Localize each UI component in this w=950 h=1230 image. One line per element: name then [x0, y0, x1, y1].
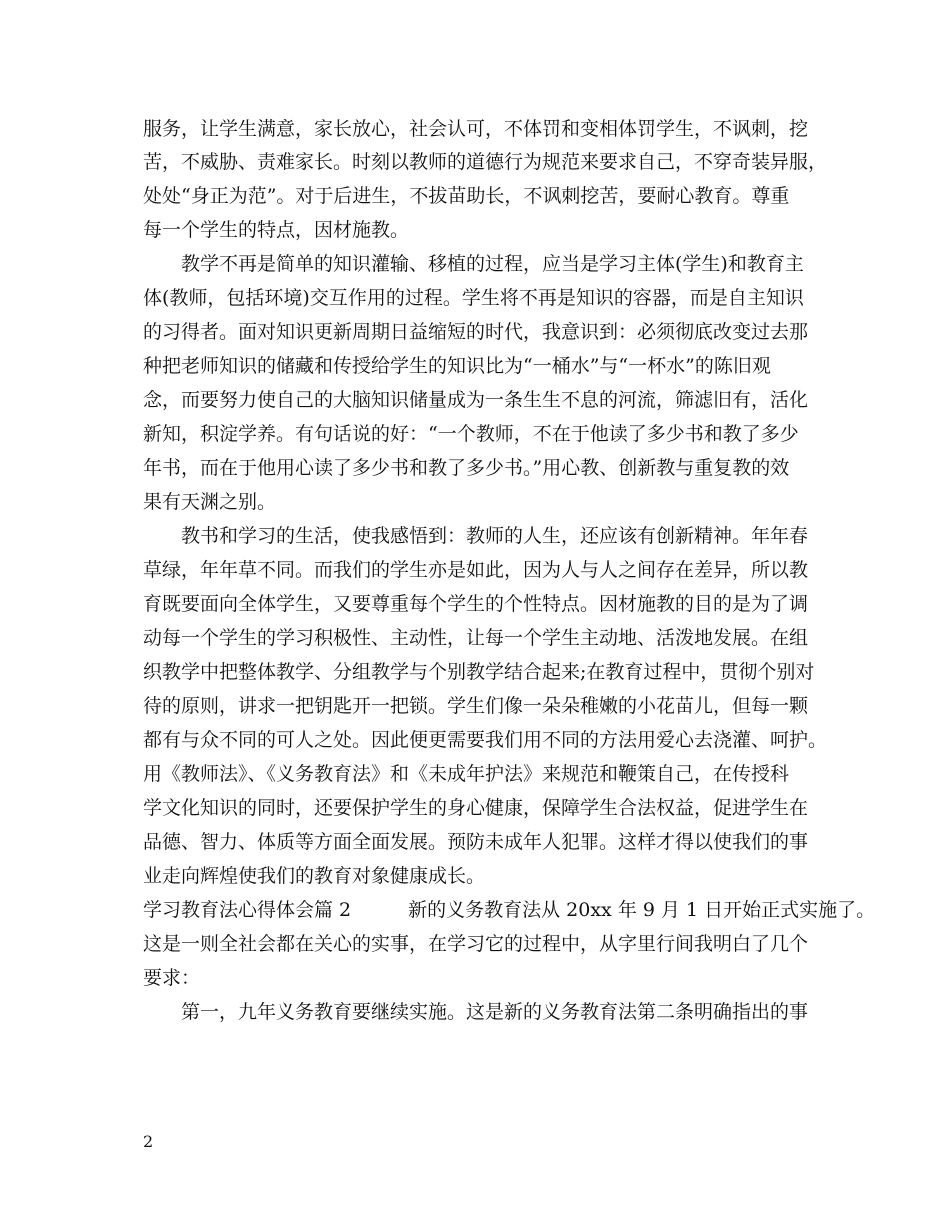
- text-line: 育既要面向全体学生，又要尊重每个学生的个性特点。因材施教的目的是为了调: [143, 593, 809, 615]
- page-number: 2: [143, 1132, 154, 1151]
- text-line: 苦，不威胁、责难家长。时刻以教师的道德行为规范来要求自己，不穿奇装异服，: [143, 151, 828, 173]
- section-heading-line: 学习教育法心得体会篇 2 新的义务教育法从 20xx 年 9 月 1 日开始正式实施了。: [143, 899, 876, 921]
- text-line: 教书和学习的生活，使我感悟到：教师的人生，还应该有创新精神。年年春: [181, 525, 809, 547]
- text-line: 要求：: [143, 967, 201, 989]
- text-line: 动每一个学生的学习积极性、主动性，让每一个学生主动地、活泼地发展。在组: [143, 627, 809, 649]
- text-line: 的习得者。面对知识更新周期日益缩短的时代，我意识到：必须彻底改变过去那: [143, 321, 809, 343]
- text-line: 都有与众不同的可人之处。因此便更需要我们用不同的方法用爱心去浇灌、呵护。: [143, 729, 828, 751]
- text-line: 织教学中把整体教学、分组教学与个别教学结合起来;在教育过程中，贯彻个别对: [143, 661, 815, 683]
- text-line: 处处“身正为范”。对于后进生，不拔苗助长，不讽刺挖苦，要耐心教育。尊重: [143, 185, 790, 207]
- text-line: 用《教师法》、《义务教育法》和《未成年护法》来规范和鞭策自己，在传授科: [143, 763, 790, 785]
- text-line: 品德、智力、体质等方面全面发展。预防未成年人犯罪。这样才得以使我们的事: [143, 831, 809, 853]
- text-line: 体(教师，包括环境)交互作用的过程。学生将不再是知识的容器，而是自主知识: [143, 287, 804, 309]
- text-line: 业走向辉煌使我们的教育对象健康成长。: [143, 865, 486, 887]
- text-line: 这是一则全社会都在关心的实事，在学习它的过程中，从字里行间我明白了几个: [143, 933, 809, 955]
- text-line: 草绿，年年草不同。而我们的学生亦是如此，因为人与人之间存在差异，所以教: [143, 559, 809, 581]
- text-line: 待的原则，讲求一把钥匙开一把锁。学生们像一朵朵稚嫩的小花苗儿，但每一颗: [143, 695, 809, 717]
- text-line: 学文化知识的同时，还要保护学生的身心健康，保障学生合法权益，促进学生在: [143, 797, 809, 819]
- text-line: 种把老师知识的储藏和传授给学生的知识比为“一桶水”与“一杯水”的陈旧观: [143, 355, 771, 377]
- text-line: 念，而要努力使自己的大脑知识储量成为一条生生不息的河流，筛滤旧有，活化: [143, 389, 809, 411]
- text-line: 新知，积淀学养。有句话说的好：“一个教师，不在于他读了多少书和教了多少: [143, 423, 799, 445]
- text-line: 每一个学生的特点，因材施教。: [143, 219, 410, 241]
- text-line: 果有天渊之别。: [143, 491, 277, 513]
- text-line: 教学不再是简单的知识灌输、移植的过程，应当是学习主体(学生)和教育主: [181, 253, 804, 275]
- text-line: 服务，让学生满意，家长放心，社会认可，不体罚和变相体罚学生，不讽刺，挖: [143, 118, 809, 140]
- text-line: 第一，九年义务教育要继续实施。这是新的义务教育法第二条明确指出的事: [181, 1001, 809, 1023]
- text-line: 年书，而在于他用心读了多少书和教了多少书。”用心教、创新教与重复教的效: [143, 457, 790, 479]
